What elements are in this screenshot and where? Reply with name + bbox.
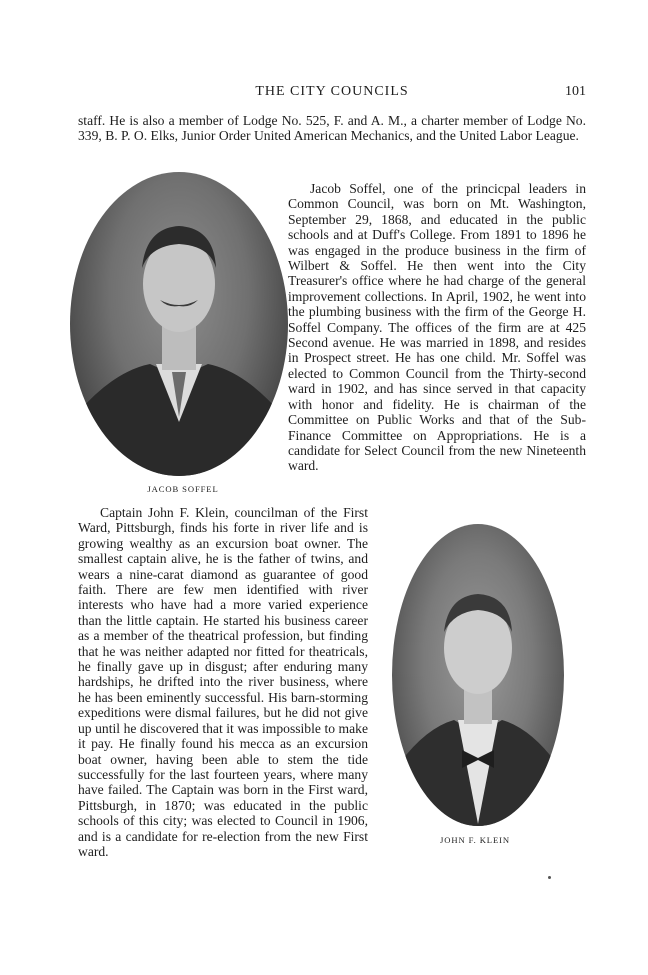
opening-paragraph: staff. He is also a member of Lodge No. 525, F. and A. M., a charter member of Lodge No. 339, B. P. O. Elks, Junior Order United American Mechanics, and the United Labor League. xyxy=(78,113,586,144)
page-number: 101 xyxy=(565,84,586,99)
portrait-john-f-klein xyxy=(392,524,564,826)
soffel-biography: Jacob Soffel, one of the princicpal leaders in Common Council, was born on Mt. Washington, September 29, 1868, and educated in the public schools and at Duff's College. From 1891 to 1896 he was engaged in the produce business in the firm of Wilbert & Soffel. He then went into the City Treasurer's office where he had charge of the general improvement collections. In April, 1902, he went into the plumbing business with the firm of the George H. Soffel Company. The offices of the firm are at 425 Second avenue. He was married in 1898, and resides in Prospect street. He has one child. Mr. Soffel was elected to Common Council from the Thirty-second ward in 1902, and has since served in that capacity with honor and fidelity. He is chairman of the Committee on Public Works and that of the Sub-Finance Committee on Appropriations. He is a candidate for Select Council from the new Nineteenth ward. xyxy=(288,181,586,474)
caption-jacob-soffel: JACOB SOFFEL xyxy=(147,484,219,494)
caption-john-f-klein: JOHN F. KLEIN xyxy=(440,835,510,845)
print-speck xyxy=(548,876,551,879)
running-title: THE CITY COUNCILS xyxy=(255,84,409,99)
klein-biography: Captain John F. Klein, councilman of the First Ward, Pittsburgh, finds his forte in river life and is growing wealthy as an excursion boat owner. The smallest captain alive, he is the father of twins, and wears a nine-carat diamond as guarantee of good faith. There are few men identified with river interests who have had a more varied experience than the little captain. He started his business career as a member of the theatrical profession, but finding that he was neither adapted nor fitted for theatricals, he finally gave up in disgust; after enduring many hardships, he drifted into the river business, where he has been eminently successful. His barn-storming expeditions were dismal failures, but he did not give up until he discovered that it was impossible to make it pay. He finally found his mecca as an excursion boat owner, having been able to stem the tide successfully for the last fourteen years, where many have failed. The Captain was born in the First ward, Pittsburgh, in 1870; was educated in the public schools of this city; was elected to Council in 1906, and is a candidate for re-election from the new First ward. xyxy=(78,505,368,859)
portrait-john-f-klein-figure xyxy=(392,524,564,826)
running-header xyxy=(78,84,586,106)
portrait-jacob-soffel xyxy=(70,172,288,476)
portrait-jacob-soffel-figure xyxy=(70,172,288,476)
